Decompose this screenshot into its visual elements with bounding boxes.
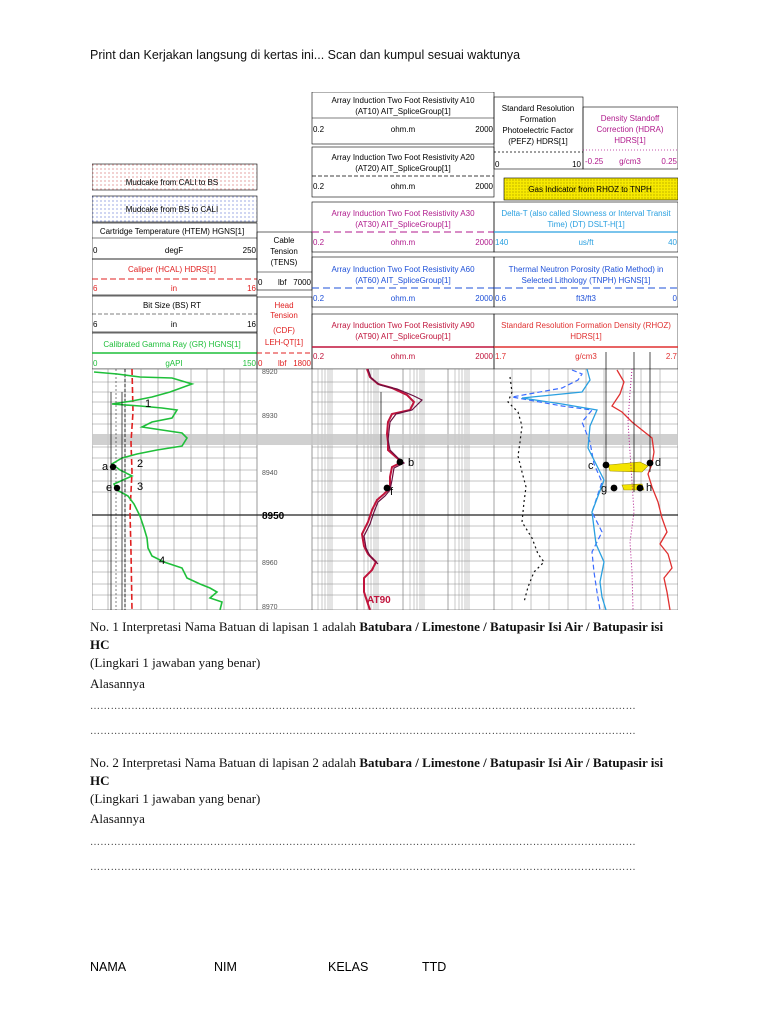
question-2-options[interactable]: Batubara / Limestone / Batupasir Isi Air / Batupasir isi HC	[90, 755, 664, 788]
pefz-title-4: (PEFZ) HDRS[1]	[508, 137, 568, 146]
pefz-scale-max: 10	[572, 160, 581, 169]
cable-tension-3: (TENS)	[270, 258, 298, 267]
question-1-prefix: No. 1 Interpretasi Nama Batuan di lapisan 1 adalah	[90, 619, 360, 634]
depth-8940: 8940	[262, 470, 278, 477]
hdra-scale-min: -0.25	[585, 157, 604, 166]
marker-d-label: d	[655, 457, 662, 469]
depth-track-header	[257, 232, 312, 369]
dt-scale-unit: us/ft	[578, 238, 594, 247]
rhoz-scale-unit: g/cm3	[575, 352, 597, 361]
pefz-title-1: Standard Resolution	[501, 104, 575, 113]
at10-title-2: (AT10) AIT_SpliceGroup[1]	[355, 107, 451, 116]
instruction-text: Print dan Kerjakan langsung di kertas ini... Scan dan kumpul sesuai waktunya	[90, 48, 521, 62]
at90-title-1: Array Induction Two Foot Resistivity A90	[331, 321, 475, 330]
bitsize-scale-unit: in	[170, 320, 178, 329]
gas-indicator-label: Gas Indicator from RHOZ to TNPH	[528, 185, 652, 194]
at30-title-2: (AT30) AIT_SpliceGroup[1]	[355, 220, 451, 229]
question-1-answer-line-1[interactable]: ……………………………………………………………………………………………………………………………………………	[90, 701, 636, 712]
marker-f-label: f	[390, 486, 394, 498]
hdra-scale-max: 0.25	[661, 157, 677, 166]
marker-b-label: b	[408, 457, 415, 469]
question-1	[90, 618, 682, 672]
caliper-scale-min: 6	[93, 284, 98, 293]
dt-title-1: Delta-T (also called Slowness or Interval Transit	[501, 209, 671, 218]
marker-c-label: c	[588, 460, 594, 472]
dt-scale-min: 140	[495, 238, 509, 247]
layer-4-label: 4	[159, 555, 166, 567]
at10-scale-max: 2000	[475, 125, 493, 134]
at20-scale-min: 0.2	[313, 182, 325, 191]
layer-3-label: 3	[137, 481, 144, 493]
at30-scale-unit: ohm.m	[390, 238, 416, 247]
bitsize-scale-min: 6	[93, 320, 98, 329]
hdra-title-3: HDRS[1]	[614, 136, 646, 145]
question-1-instruction: (Lingkari 1 jawaban yang benar)	[90, 655, 261, 670]
tnph-title-2: Selected Lithology (TNPH) HGNS[1]	[521, 276, 651, 285]
head-scale-min: 0	[258, 359, 263, 368]
gamma-scale-unit: gAPI	[165, 359, 183, 368]
at10-title-1: Array Induction Two Foot Resistivity A10	[331, 96, 475, 105]
pefz-scale-min: 0	[495, 160, 500, 169]
mudcake-bs-cali-label: Mudcake from BS to CALI	[125, 205, 219, 214]
gamma-title: Calibrated Gamma Ray (GR) HGNS[1]	[103, 340, 241, 349]
at60-scale-unit: ohm.m	[390, 294, 416, 303]
cable-tension-2: Tension	[270, 247, 298, 256]
kelas-label: KELAS	[328, 960, 369, 974]
caliper-title: Caliper (HCAL) HDRS[1]	[127, 265, 217, 274]
cable-scale-min: 0	[258, 278, 263, 287]
track2-header	[312, 92, 494, 369]
question-2-instruction: (Lingkari 1 jawaban yang benar)	[90, 791, 261, 806]
question-2-answer-line-2[interactable]: ……………………………………………………………………………………………………………………………………………	[90, 862, 636, 873]
well-log-figure	[92, 92, 678, 610]
nim-label: NIM	[214, 960, 237, 974]
hdra-title-1: Density Standoff	[600, 114, 660, 123]
hdra-scale-unit: g/cm3	[619, 157, 641, 166]
question-2-prefix: No. 2 Interpretasi Nama Batuan di lapisan 2 adalah	[90, 755, 360, 770]
cable-tension-1: Cable	[273, 236, 295, 245]
signature-footer	[0, 960, 768, 980]
dt-scale-max: 40	[668, 238, 677, 247]
at60-title-1: Array Induction Two Foot Resistivity A60	[331, 265, 475, 274]
head-scale-unit: lbf	[278, 359, 287, 368]
bitsize-title: Bit Size (BS) RT	[142, 301, 202, 310]
head-tension-4: LEH-QT[1]	[264, 338, 304, 347]
head-tension-3: (CDF)	[273, 326, 295, 335]
depth-8950: 8950	[262, 511, 285, 522]
bitsize-scale-max: 16	[247, 320, 256, 329]
at60-scale-max: 2000	[475, 294, 493, 303]
at10-scale-min: 0.2	[313, 125, 325, 134]
marker-a-label: a	[102, 461, 109, 473]
marker-g-label: g	[601, 483, 608, 495]
mudcake-cali-bs-label: Mudcake from CALI to BS	[125, 178, 219, 187]
at90-scale-min: 0.2	[313, 352, 325, 361]
head-scale-max: 1800	[293, 359, 311, 368]
at90-scale-unit: ohm.m	[390, 352, 416, 361]
caliper-scale-unit: in	[170, 284, 178, 293]
head-tension-1: Head	[274, 301, 294, 310]
dt-title-2: Time) (DT) DSLT-H[1]	[547, 220, 625, 229]
rhoz-title-2: HDRS[1]	[570, 332, 602, 341]
question-2-answer-line-1[interactable]: ……………………………………………………………………………………………………………………………………………	[90, 837, 636, 848]
depth-8920: 8920	[262, 369, 278, 376]
layer-2-label: 2	[137, 458, 144, 470]
tnph-scale-max: 0	[672, 294, 677, 303]
track1-header	[92, 164, 257, 369]
at20-scale-max: 2000	[475, 182, 493, 191]
at30-scale-min: 0.2	[313, 238, 325, 247]
cartridge-scale-unit: degF	[164, 246, 184, 255]
marker-e-label: e	[106, 482, 113, 494]
depth-8960: 8960	[262, 560, 278, 567]
depth-8970: 8970	[262, 604, 278, 610]
tnph-scale-min: 0.6	[495, 294, 507, 303]
ttd-label: TTD	[422, 960, 447, 974]
nama-label: NAMA	[90, 960, 127, 974]
cable-scale-max: 7000	[293, 278, 311, 287]
question-1-options[interactable]: Batubara / Limestone / Batupasir Isi Air / Batupasir isi HC	[90, 619, 664, 652]
at20-title-1: Array Induction Two Foot Resistivity A20	[331, 153, 475, 162]
marker-h-label: h	[646, 482, 653, 494]
at90-title-2: (AT90) AIT_SpliceGroup[1]	[355, 332, 451, 341]
gamma-scale-max: 150	[242, 359, 256, 368]
rhoz-scale-max: 2.7	[665, 352, 677, 361]
at90-scale-max: 2000	[475, 352, 493, 361]
gamma-scale-min: 0	[93, 359, 98, 368]
question-2-reason-label: Alasannya	[90, 811, 145, 826]
at90-curve-label: AT90	[367, 595, 391, 606]
layer-1-label: 1	[145, 398, 152, 410]
cartridge-title: Cartridge Temperature (HTEM) HGNS[1]	[99, 227, 245, 236]
at30-scale-max: 2000	[475, 238, 493, 247]
rhoz-title-1: Standard Resolution Formation Density (RHOZ)	[501, 321, 671, 330]
cartridge-scale-min: 0	[93, 246, 98, 255]
tnph-scale-unit: ft3/ft3	[575, 294, 597, 303]
cable-scale-unit: lbf	[278, 278, 287, 287]
question-1-answer-line-2[interactable]: ……………………………………………………………………………………………………………………………………………	[90, 726, 636, 737]
tnph-title-1: Thermal Neutron Porosity (Ratio Method) in	[508, 265, 664, 274]
depth-8930: 8930	[262, 413, 278, 420]
cartridge-scale-max: 250	[242, 246, 256, 255]
at30-title-1: Array Induction Two Foot Resistivity A30	[331, 209, 475, 218]
track3-header	[494, 97, 678, 369]
head-tension-2: Tension	[270, 311, 298, 320]
question-2	[90, 754, 682, 808]
question-1-reason-label: Alasannya	[90, 676, 145, 691]
caliper-scale-max: 16	[247, 284, 256, 293]
at10-scale-unit: ohm.m	[390, 125, 416, 134]
at60-title-2: (AT60) AIT_SpliceGroup[1]	[355, 276, 451, 285]
pefz-title-3: Photoelectric Factor	[502, 126, 574, 135]
pefz-title-2: Formation	[519, 115, 557, 124]
rhoz-scale-min: 1.7	[495, 352, 507, 361]
at20-scale-unit: ohm.m	[390, 182, 416, 191]
at60-scale-min: 0.2	[313, 294, 325, 303]
at20-title-2: (AT20) AIT_SpliceGroup[1]	[355, 164, 451, 173]
hdra-title-2: Correction (HDRA)	[596, 125, 664, 134]
